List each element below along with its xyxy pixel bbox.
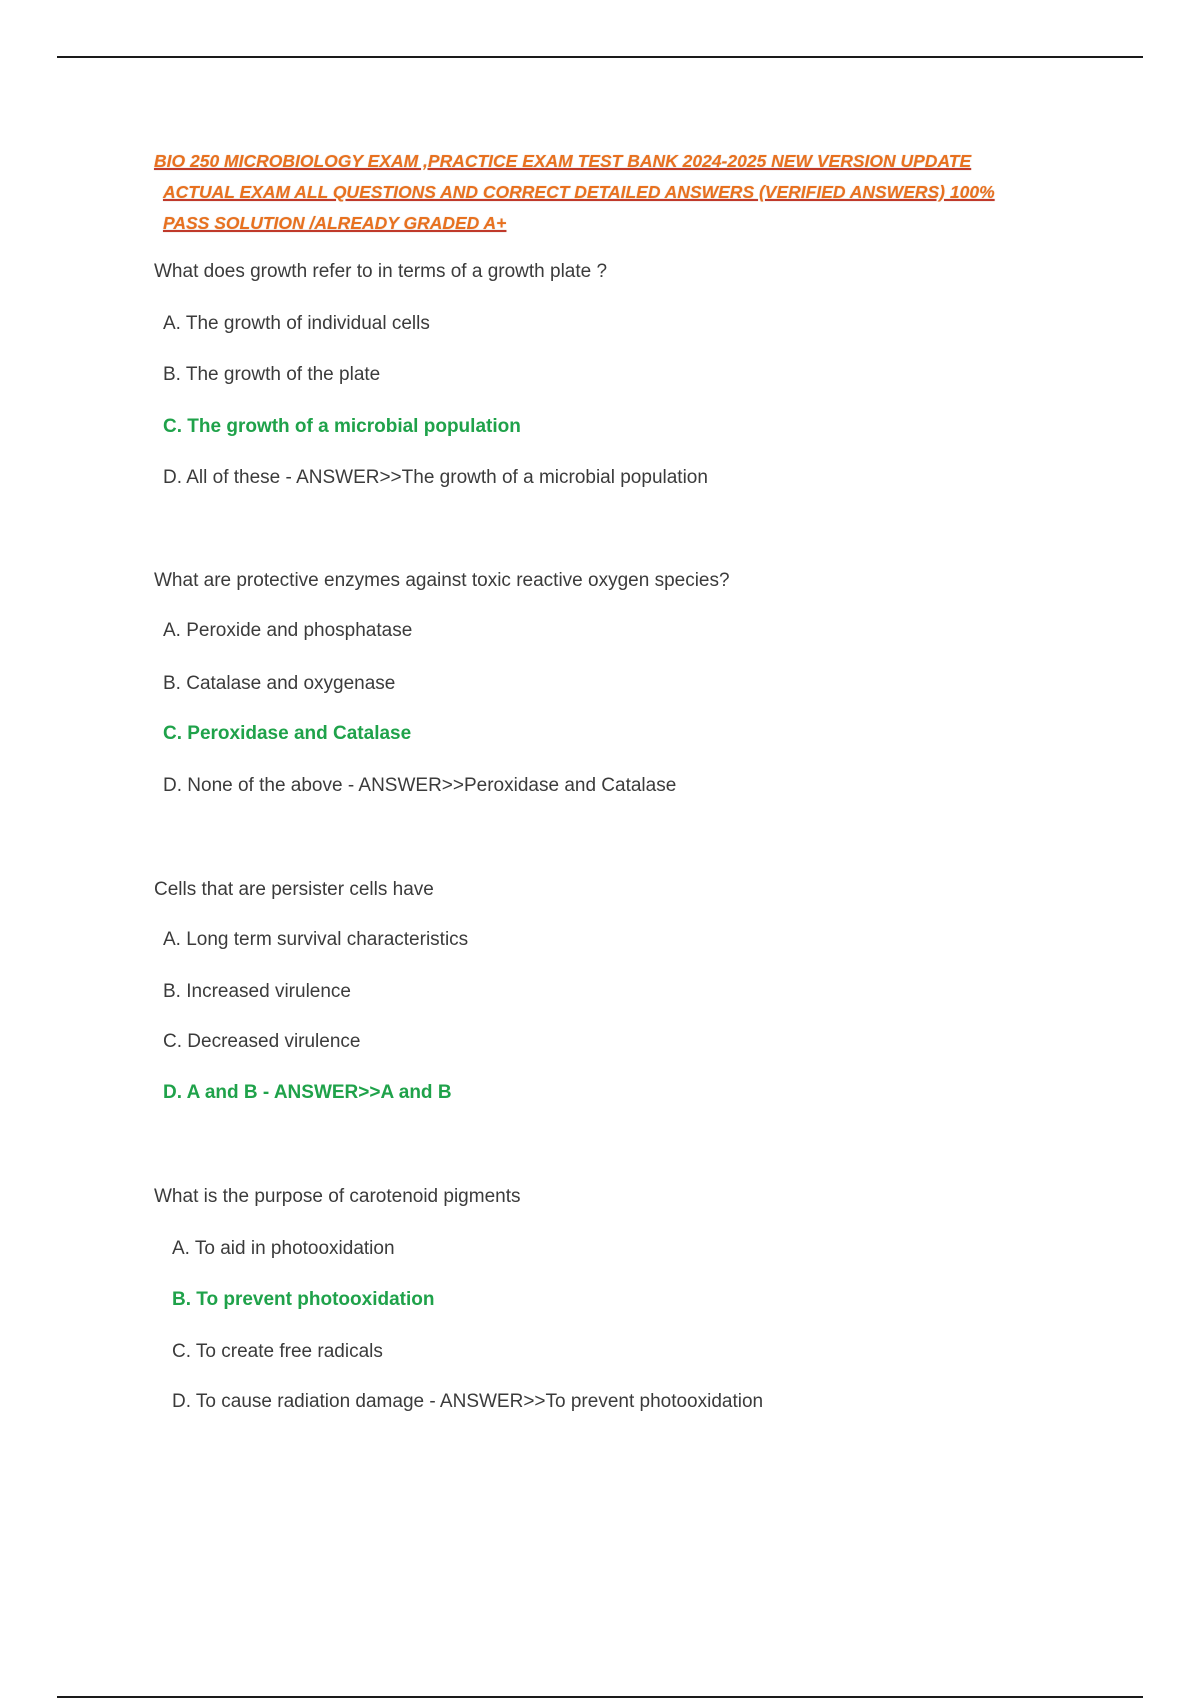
question-3: Cells that are persister cells have — [154, 879, 434, 900]
bottom-rule — [57, 1696, 1143, 1698]
question-2-option-a: A. Peroxide and phosphatase — [163, 620, 413, 641]
question-1-option-b: B. The growth of the plate — [163, 364, 381, 385]
question-3-option-a: A. Long term survival characteristics — [163, 929, 469, 950]
question-2-option-b: B. Catalase and oxygenase — [163, 673, 396, 694]
title-line-2: ACTUAL EXAM ALL QUESTIONS AND CORRECT DETAILED ANSWERS (VERIFIED ANSWERS) 100% — [163, 182, 995, 202]
question-2-option-c: C. Peroxidase and Catalase — [163, 723, 412, 744]
question-2: What are protective enzymes against toxic reactive oxygen species? — [154, 570, 730, 591]
question-4-option-b: B. To prevent photooxidation — [172, 1289, 435, 1310]
title-line-3: PASS SOLUTION /ALREADY GRADED A+ — [163, 213, 507, 233]
question-3-option-c: C. Decreased virulence — [163, 1031, 361, 1052]
question-1-option-c: C. The growth of a microbial population — [163, 416, 521, 437]
title-line-1: BIO 250 MICROBIOLOGY EXAM ,PRACTICE EXAM TEST BANK 2024-2025 NEW VERSION UPDATE — [154, 151, 972, 171]
question-1-option-a: A. The growth of individual cells — [163, 313, 430, 334]
question-4-option-a: A. To aid in photooxidation — [172, 1238, 395, 1259]
document-title — [154, 146, 1044, 239]
question-4: What is the purpose of carotenoid pigments — [154, 1186, 521, 1207]
question-1-option-d: D. All of these - ANSWER>>The growth of a microbial population — [163, 467, 708, 488]
question-3-option-d: D. A and B - ANSWER>>A and B — [163, 1082, 452, 1103]
question-4-option-d: D. To cause radiation damage - ANSWER>>To prevent photooxidation — [172, 1391, 764, 1412]
top-rule — [57, 56, 1143, 58]
question-2-option-d: D. None of the above - ANSWER>>Peroxidase and Catalase — [163, 775, 677, 796]
question-1: What does growth refer to in terms of a growth plate ? — [154, 261, 608, 282]
question-4-option-c: C. To create free radicals — [172, 1341, 383, 1362]
question-3-option-b: B. Increased virulence — [163, 981, 351, 1002]
